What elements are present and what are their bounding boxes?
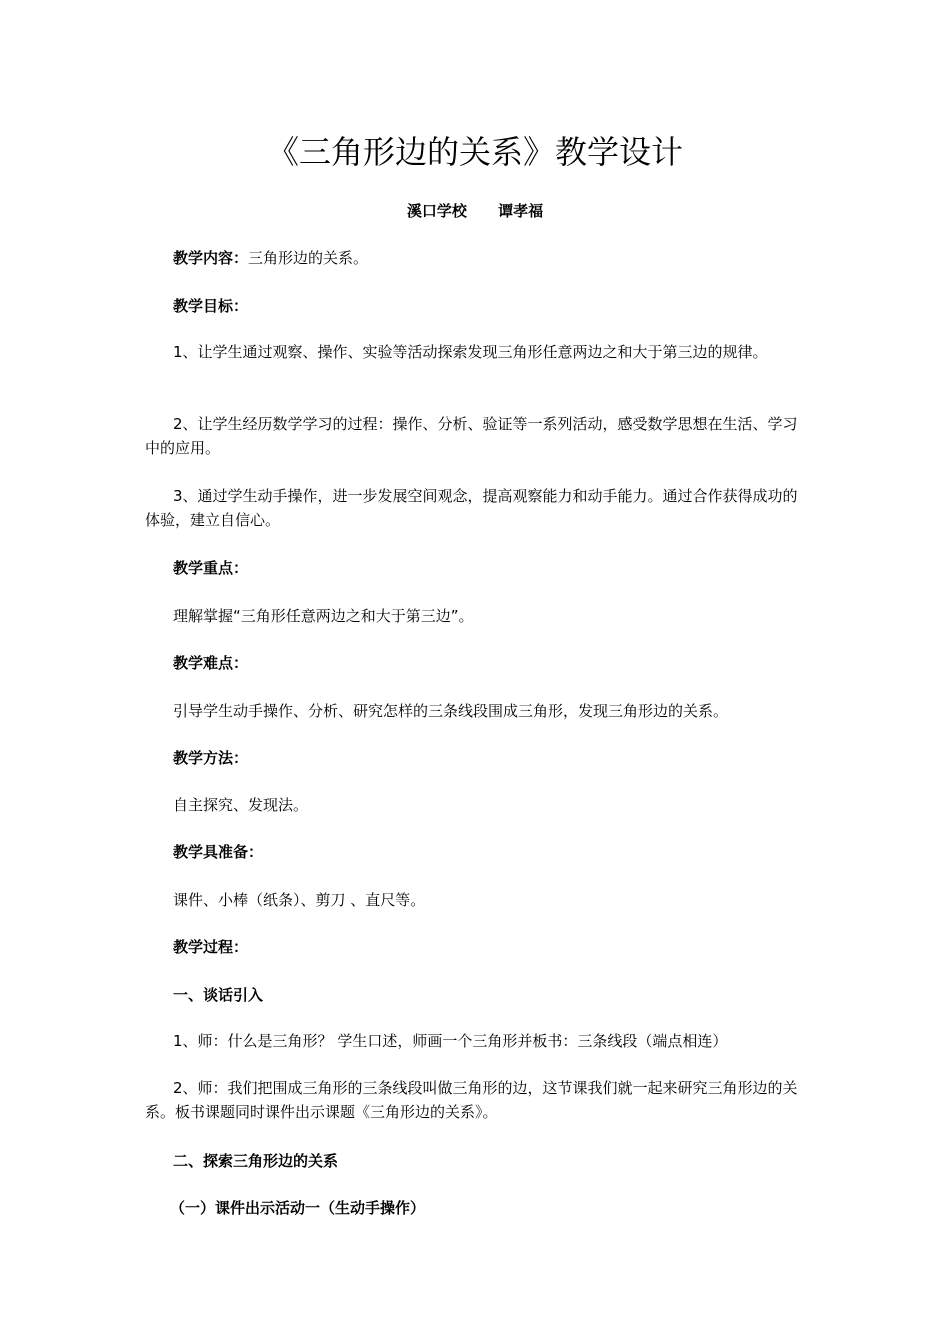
prep-heading: 教学具准备： [173,843,264,861]
goal-3: 3、通过学生动手操作，进一步发展空间观念，提高观察能力和动手能力。通过合作获得成功的体验，建立自信心。 [145,487,798,529]
process-heading: 教学过程： [173,938,249,956]
document-title: 《三角形边的关系》教学设计 [266,133,683,171]
method-heading: 教学方法： [173,749,249,767]
difficulty-text: 引导学生动手操作、分析、研究怎样的三条线段围成三角形，发现三角形边的关系。 [173,702,729,720]
section-1-heading: 一、谈话引入 [173,986,264,1004]
step-1: 1、师：什么是三角形？ 学生口述，师画一个三角形并板书：三条线段（端点相连） [173,1032,728,1050]
section-2-heading: 二、探索三角形边的关系 [173,1152,339,1170]
content-text: 三角形边的关系。 [248,249,369,267]
difficulty-heading: 教学难点： [173,654,249,672]
step-2: 2、师：我们把围成三角形的三条线段叫做三角形的边，这节课我们就一起来研究三角形边的关系。板书课题同时课件出示课题《三角形边的关系》。 [145,1079,798,1121]
goal-2: 2、让学生经历数学学习的过程：操作、分析、验证等一系列活动，感受数学思想在生活、学习中的应用。 [145,415,798,457]
method-text: 自主探究、发现法。 [173,796,309,814]
prep-text: 课件、小棒（纸条）、剪刀 、直尺等。 [173,891,426,909]
activity-1-heading: （一）课件出示活动一（生动手操作） [170,1199,426,1217]
content-label: 教学内容： [173,249,249,267]
content-paragraph [145,246,807,270]
key-text: 理解掌握“三角形任意两边之和大于第三边”。 [173,607,474,625]
goals-heading: 教学目标： [173,297,249,315]
author-line: 溪口学校 谭孝福 [406,202,544,220]
goal-1: 1、让学生通过观察、操作、实验等活动探索发现三角形任意两边之和大于第三边的规律。 [173,343,768,361]
key-heading: 教学重点： [173,559,249,577]
